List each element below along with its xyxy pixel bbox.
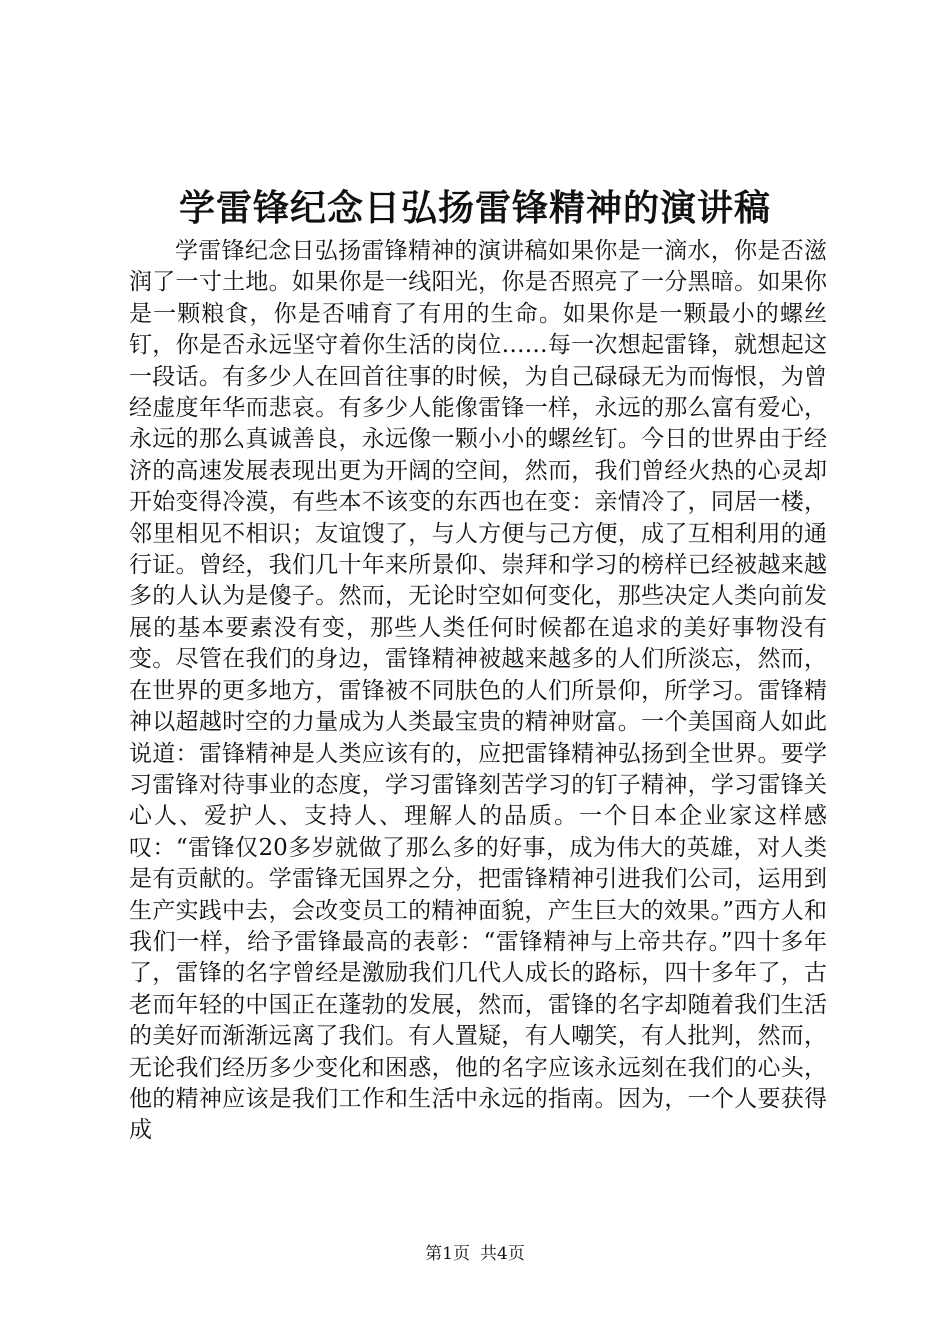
page-number-current: 第1页: [425, 1244, 470, 1264]
document-body-paragraph: 学雷锋纪念日弘扬雷锋精神的演讲稿如果你是一滴水，你是否滋润了一寸土地。如果你是一线阳光，你是否照亮了一分黑暗。如果你是一颗粮食，你是否哺育了有用的生命。如果你是一颗最小的螺丝钉，你是否永远坚守着你生活的岗位……每一次想起雷锋，就想起这一段话。有多少人在回首往事的时候，为自己碌碌无为而悔恨，为曾经虚度年华而悲哀。有多少人能像雷锋一样，永远的那么富有爱心，永远的那么真诚善良，永远像一颗小小的螺丝钉。今日的世界由于经济的高速发展表现出更为开阔的空间，然而，我们曾经火热的心灵却开始变得冷漠，有些本不该变的东西也在变：亲情冷了，同居一楼，邻里相见不相识；友谊馊了，与人方便与己方便，成了互相利用的通行证。曾经，我们几十年来所景仰、崇拜和学习的榜样已经被越来越多的人认为是傻子。然而，无论时空如何变化，那些决定人类向前发展的基本要素没有变，那些人类任何时候都在追求的美好事物没有变。尽管在我们的身边，雷锋精神被越来越多的人们所淡忘，然而，在世界的更多地方，雷锋被不同肤色的人们所景仰，所学习。雷锋精神以超越时空的力量成为人类最宝贵的精神财富。一个美国商人如此说道：雷锋精神是人类应该有的，应把雷锋精神弘扬到全世界。要学习雷锋对待事业的态度，学习雷锋刻苦学习的钉子精神，学习雷锋关心人、爱护人、支持人、理解人的品质。一个日本企业家这样感叹：“雷锋仅20多岁就做了那么多的好事，成为伟大的英雄，对人类是有贡献的。学雷锋无国界之分，把雷锋精神引进我们公司，运用到生产实践中去，会改变员工的精神面貌，产生巨大的效果。”西方人和我们一样，给予雷锋最高的表彰：“雷锋精神与上帝共存。”四十多年了，雷锋的名字曾经是激励我们几代人成长的路标，四十多年了，古老而年轻的中国正在蓬勃的发展，然而，雷锋的名字却随着我们生活的美好而渐渐远离了我们。有人置疑，有人嘲笑，有人批判，然而，无论我们经历多少变化和困惑，他的名字应该永远刻在我们的心头，他的精神应该是我们工作和生活中永远的指南。因为，一个人要获得成: [129, 238, 827, 1144]
document-title: 学雷锋纪念日弘扬雷锋精神的演讲稿: [178, 187, 771, 229]
page-footer: [0, 1243, 950, 1265]
page-number-total: 共4页: [480, 1244, 525, 1264]
